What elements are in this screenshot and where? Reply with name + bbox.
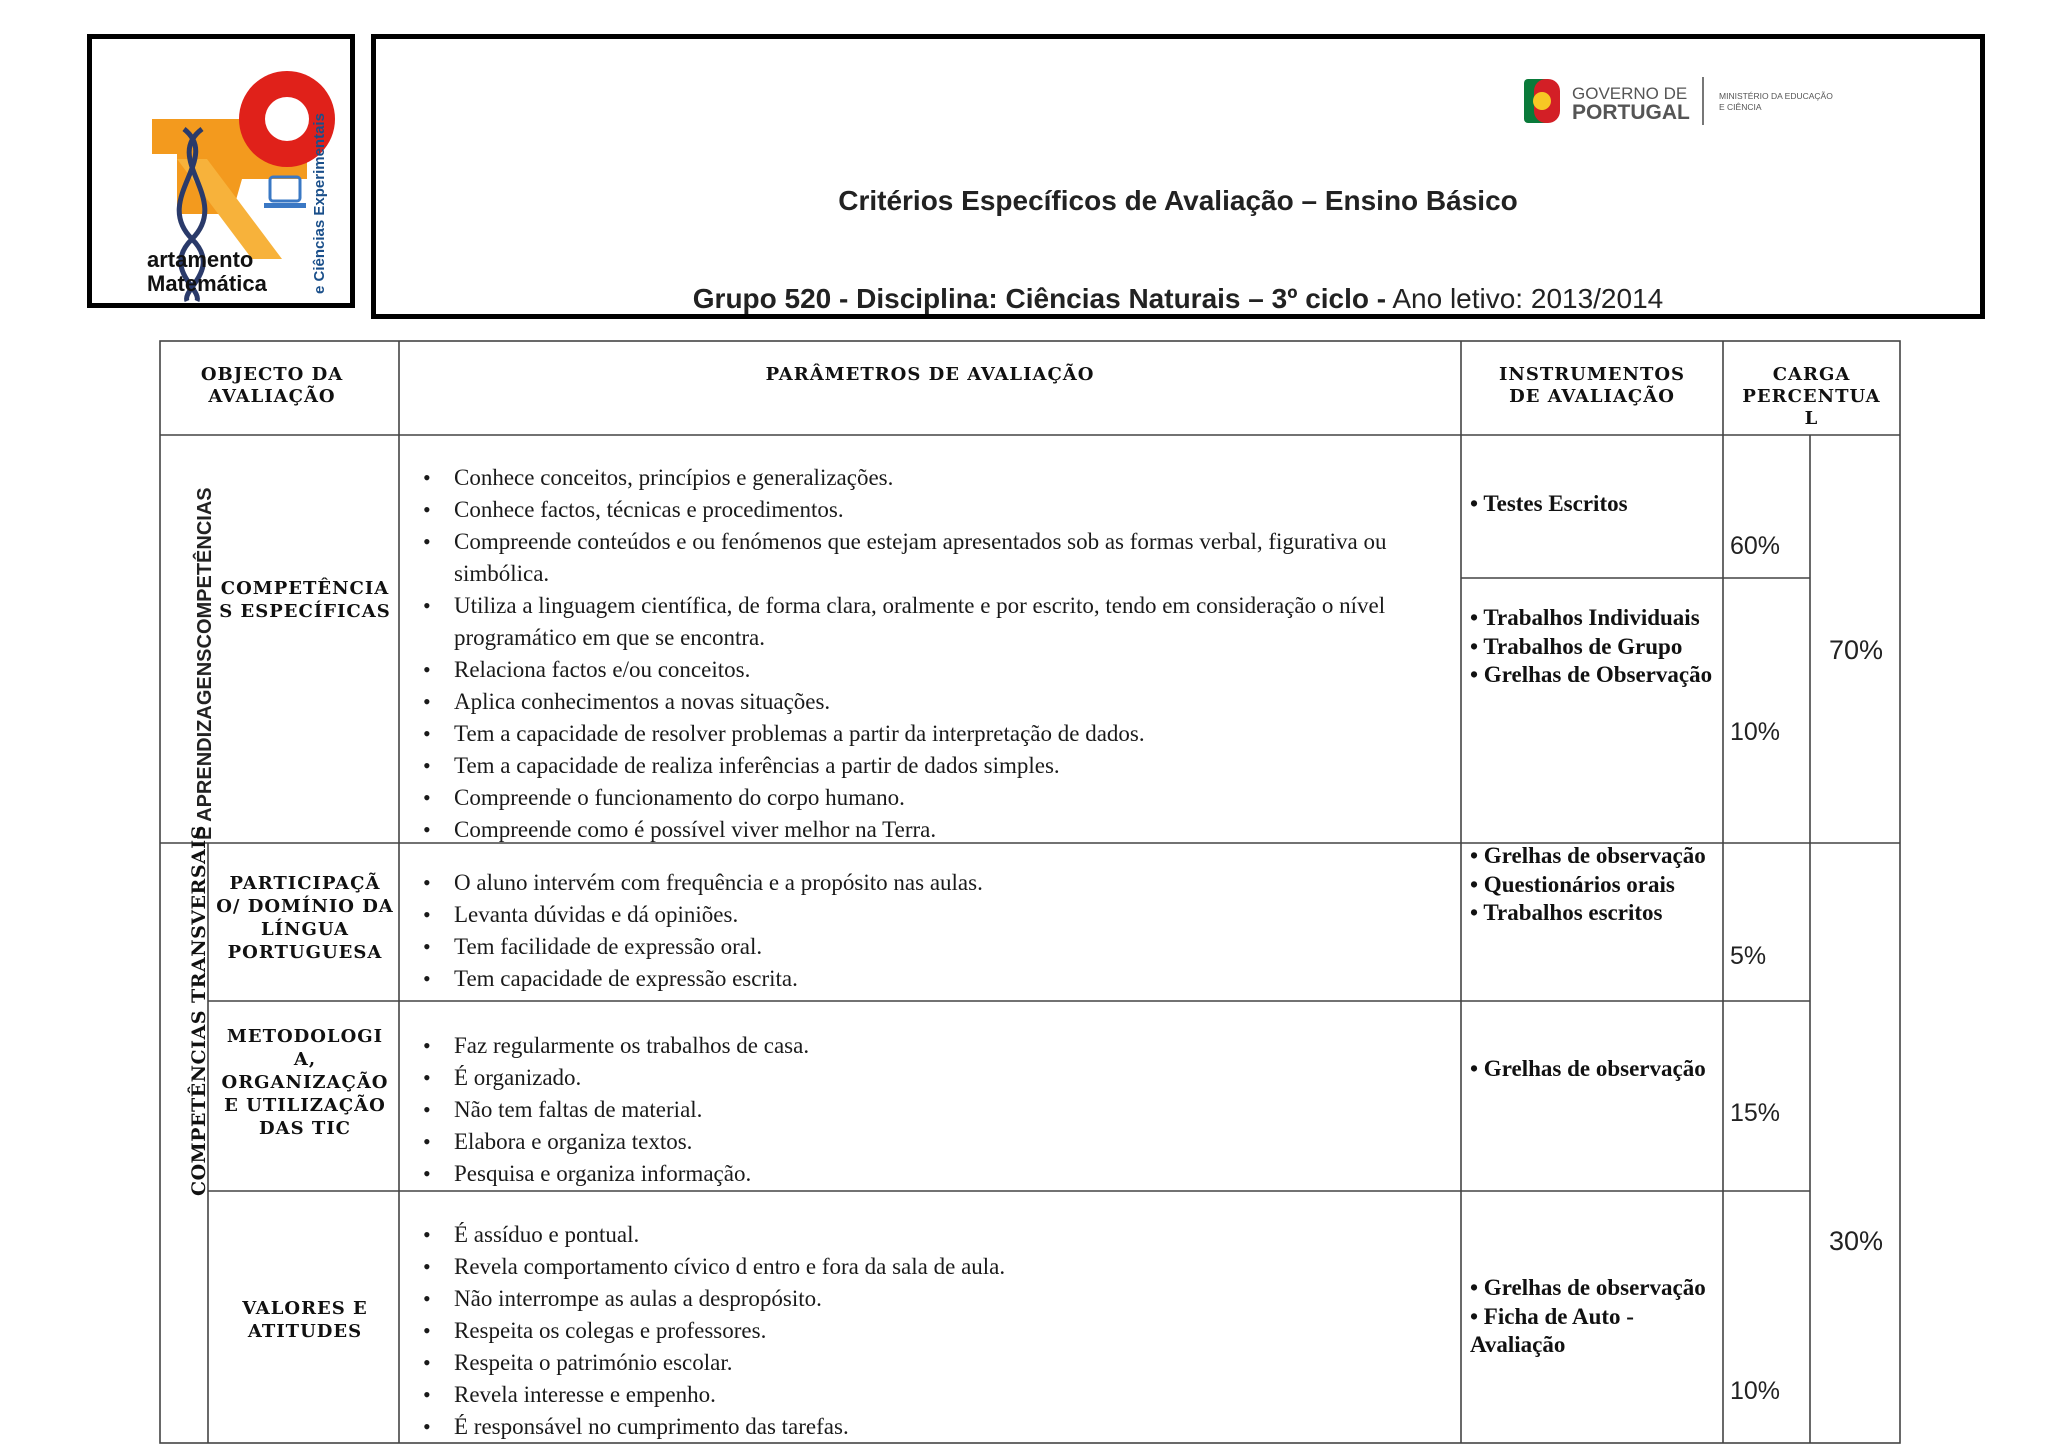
section-params [405,462,1455,846]
param-item: • Respeita o património escolar. [454,1347,1455,1379]
dept-logo-vertical-text: e Ciências Experimentais [311,113,328,294]
instrument-item: • Trabalhos escritos [1470,900,1663,925]
total-percentage: 70% [1828,635,1884,665]
param-item: • O aluno intervém com frequência e a propósito nas aulas. [454,867,1455,899]
params-list [405,867,1455,995]
page-title: Critérios Específicos de Avaliação – Ensino Básico [838,185,1518,216]
instrument-item: • Grelhas de observação [1470,1275,1706,1300]
subtitle-bold: Grupo 520 - Disciplina: Ciências Naturais – 3º ciclo - [692,283,1387,314]
section-objecto: PARTICIPAÇÃ O/ DOMÍNIO DA LÍNGUA PORTUGUESA [216,873,394,963]
instrument-cell [1470,490,1718,519]
param-item: • Revela comportamento cívico d entro e fora da sala de aula. [454,1251,1455,1283]
instrument-cell [1470,604,1718,690]
percentage: 10% [1730,1377,1781,1405]
gov-logo-line2: PORTUGAL [1572,101,1690,124]
param-item: • Conhece factos, técnicas e procedimentos. [454,494,1455,526]
group2-vertical-label: COMPETÊNCIAS TRANSVERSAIS [188,825,210,1196]
subtitle-year: Ano letivo: 2013/2014 [1386,283,1664,314]
percentage: 10% [1730,718,1781,746]
percentage: 15% [1730,1099,1781,1127]
header-carga [1723,364,1900,430]
percentage: 5% [1730,942,1767,970]
param-item: • Compreende como é possível viver melhor na Terra. [454,814,1455,846]
section-params [405,1219,1455,1443]
param-item: • Tem capacidade de expressão escrita. [454,963,1455,995]
param-item: • Respeita os colegas e professores. [454,1315,1455,1347]
group1-vertical-label: E APRENDIZAGENSCOMPETÊNCIAS [194,487,216,840]
instrument-item: • Ficha de Auto - Avaliação [1470,1303,1634,1357]
dept-logo-text-1: artamento [147,247,254,272]
instrument-cell [1470,842,1718,928]
percentage: 60% [1730,532,1781,560]
param-item: • É responsável no cumprimento das tarefas. [454,1411,1455,1443]
param-item: • Elabora e organiza textos. [454,1126,1455,1158]
instrument-cell [1470,1274,1718,1360]
params-list [405,1219,1455,1443]
section-params [405,1030,1455,1190]
param-item: • Tem facilidade de expressão oral. [454,931,1455,963]
param-item: • Faz regularmente os trabalhos de casa. [454,1030,1455,1062]
section-params [405,867,1455,995]
param-item: • Não interrompe as aulas a despropósito. [454,1283,1455,1315]
param-item: • Revela interesse e empenho. [454,1379,1455,1411]
header-carga-line1: CARGA [1772,364,1851,385]
header-carga-line2: PERCENTUA [1742,386,1881,407]
param-item: • Tem a capacidade de realiza inferências a partir de dados simples. [454,750,1455,782]
gov-logo-line1: GOVERNO DE [1572,84,1688,103]
instrument-item: • Questionários orais [1470,871,1675,897]
param-item: • Conhece conceitos, princípios e generalizações. [454,462,1455,494]
param-item: • Compreende conteúdos e ou fenómenos que estejam apresentados sob as formas verbal, figurativa ou simbólica. [454,526,1455,590]
header-objecto [160,364,399,408]
instrument-cell [1470,1055,1718,1084]
section-objecto: METODOLOGI A, ORGANIZAÇÃO E UTILIZAÇÃO DAS TIC [221,1025,389,1139]
param-item: • Tem a capacidade de resolver problemas a partir da interpretação de dados. [454,718,1455,750]
header-instrumentos: INSTRUMENTOS DE AVALIAÇÃO [1498,364,1686,407]
params-list [405,462,1455,846]
section-objecto: COMPETÊNCIA S ESPECÍFICAS [219,578,391,622]
header-carga-line3: L [1804,408,1819,429]
total-percentage: 30% [1828,1226,1884,1256]
param-item: • Compreende o funcionamento do corpo humano. [454,782,1455,814]
instrument-item: • Grelhas de observação [1470,1056,1706,1081]
gov-logo-ministry-2: E CIÊNCIA [1719,102,1762,112]
section-objecto: VALORES E ATITUDES [242,1298,368,1342]
params-list [405,1030,1455,1190]
param-item: • É organizado. [454,1062,1455,1094]
instrument-item: • Trabalhos Individuais [1470,605,1700,630]
header-objecto-text: OBJECTO DA AVALIAÇÃO [200,364,344,407]
param-item: • Utiliza a linguagem científica, de forma clara, oralmente e por escrito, tendo em consideração o nível programático em que se encontra. [454,590,1455,654]
param-item: • Relaciona factos e/ou conceitos. [454,654,1455,686]
param-item: • É assíduo e pontual. [454,1219,1455,1251]
param-item: • Levanta dúvidas e dá opiniões. [454,899,1455,931]
instrument-item: • Testes Escritos [1470,491,1628,516]
instrument-item: • Grelhas de observação [1470,843,1706,868]
param-item: • Pesquisa e organiza informação. [454,1158,1455,1190]
dept-logo-text-2: Matemática [147,271,267,296]
header-parametros: PARÂMETROS DE AVALIAÇÃO [765,364,1095,385]
instrument-item: • Grelhas de Observação [1470,662,1713,687]
gov-logo-ministry-1: MINISTÉRIO DA EDUCAÇÃO [1719,91,1833,101]
param-item: • Aplica conhecimentos a novas situações. [454,686,1455,718]
instrument-item: • Trabalhos de Grupo [1470,633,1683,659]
param-item: • Não tem faltas de material. [454,1094,1455,1126]
